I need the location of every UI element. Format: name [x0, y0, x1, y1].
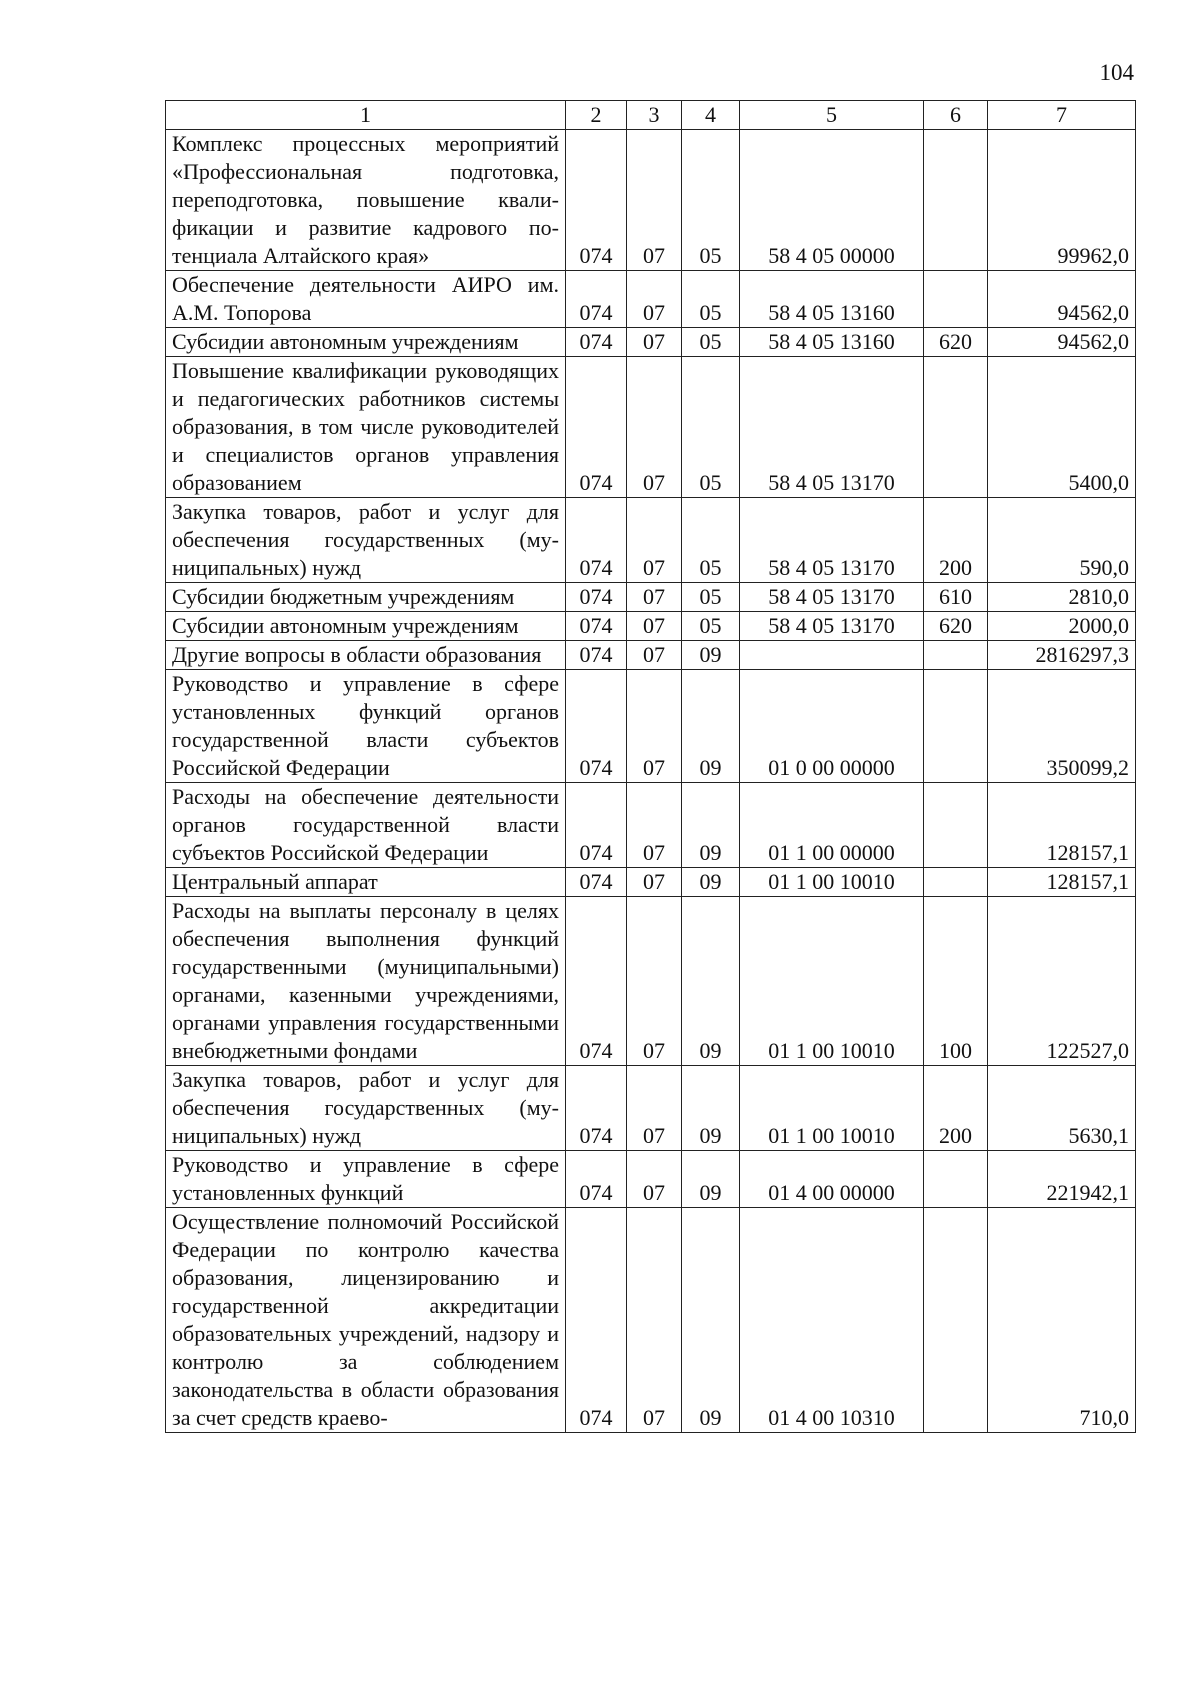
expense-type-cell: 200	[924, 1066, 988, 1151]
ministry-code-cell: 074	[566, 1208, 627, 1433]
ministry-code-cell: 074	[566, 328, 627, 357]
table-row	[166, 670, 1136, 783]
expense-type-cell: 620	[924, 612, 988, 641]
item-name-cell: Субсидии автономным учреждениям	[166, 328, 566, 357]
subsection-code-cell: 09	[682, 897, 740, 1066]
table-row	[166, 328, 1136, 357]
page-number: 104	[1099, 60, 1134, 85]
expense-type-cell	[924, 670, 988, 783]
subsection-code-cell: 09	[682, 868, 740, 897]
ministry-code-cell: 074	[566, 868, 627, 897]
amount-cell: 710,0	[988, 1208, 1136, 1433]
subsection-code-cell: 09	[682, 783, 740, 868]
subsection-code-cell: 09	[682, 1066, 740, 1151]
target-article-cell: 58 4 05 00000	[740, 130, 924, 271]
subsection-code-cell: 09	[682, 641, 740, 670]
item-name-cell: Субсидии автономным учреждениям	[166, 612, 566, 641]
target-article-cell: 01 1 00 10010	[740, 897, 924, 1066]
ministry-code-cell: 074	[566, 130, 627, 271]
item-name-cell: Центральный аппарат	[166, 868, 566, 897]
item-name-cell: Руководство и управление в сфере установленных функций	[166, 1151, 566, 1208]
item-name-cell: Осуществление полномочий Российской Федерации по контролю качества образования, лицензированию и государственной аккредитации образовательных учреждений, надзору и контролю за соблюдением законодательства в области образования за счет средств краево-	[166, 1208, 566, 1433]
section-code-cell: 07	[627, 498, 682, 583]
ministry-code-cell: 074	[566, 1066, 627, 1151]
item-name-cell: Субсидии бюджетным учреждениям	[166, 583, 566, 612]
ministry-code-cell: 074	[566, 897, 627, 1066]
column-header: 5	[740, 101, 924, 130]
table-row	[166, 612, 1136, 641]
target-article-cell: 01 0 00 00000	[740, 670, 924, 783]
ministry-code-cell: 074	[566, 583, 627, 612]
item-name-cell: Повышение квалификации руководящих и педагогических работников системы образования, в том числе руководителей и специалистов органов управления образованием	[166, 357, 566, 498]
item-name-cell: Руководство и управление в сфере установленных функций органов государственной власти субъектов Российской Федерации	[166, 670, 566, 783]
amount-cell: 2810,0	[988, 583, 1136, 612]
table-row	[166, 130, 1136, 271]
amount-cell: 128157,1	[988, 868, 1136, 897]
item-name-cell: Закупка товаров, работ и услуг для обеспечения государственных (муниципальных) нужд	[166, 1066, 566, 1151]
section-code-cell: 07	[627, 328, 682, 357]
amount-cell: 221942,1	[988, 1151, 1136, 1208]
expense-type-cell	[924, 868, 988, 897]
subsection-code-cell: 05	[682, 583, 740, 612]
item-name-cell: Обеспечение деятельности АИРО им. А.М. Топорова	[166, 271, 566, 328]
section-code-cell: 07	[627, 783, 682, 868]
expense-type-cell	[924, 357, 988, 498]
target-article-cell	[740, 641, 924, 670]
column-header: 7	[988, 101, 1136, 130]
target-article-cell: 58 4 05 13160	[740, 328, 924, 357]
amount-cell: 128157,1	[988, 783, 1136, 868]
item-name-cell: Расходы на обеспечение деятельности органов государственной власти субъектов Российской Федерации	[166, 783, 566, 868]
amount-cell: 590,0	[988, 498, 1136, 583]
amount-cell: 2000,0	[988, 612, 1136, 641]
table-row	[166, 498, 1136, 583]
target-article-cell: 01 1 00 00000	[740, 783, 924, 868]
table-row	[166, 868, 1136, 897]
column-header: 2	[566, 101, 627, 130]
target-article-cell: 58 4 05 13170	[740, 357, 924, 498]
table-row	[166, 1151, 1136, 1208]
subsection-code-cell: 09	[682, 1208, 740, 1433]
target-article-cell: 01 4 00 10310	[740, 1208, 924, 1433]
ministry-code-cell: 074	[566, 670, 627, 783]
amount-cell: 350099,2	[988, 670, 1136, 783]
target-article-cell: 58 4 05 13170	[740, 612, 924, 641]
column-header: 6	[924, 101, 988, 130]
target-article-cell: 58 4 05 13170	[740, 583, 924, 612]
subsection-code-cell: 05	[682, 612, 740, 641]
section-code-cell: 07	[627, 1208, 682, 1433]
ministry-code-cell: 074	[566, 498, 627, 583]
expense-type-cell: 620	[924, 328, 988, 357]
table-row	[166, 783, 1136, 868]
column-header: 1	[166, 101, 566, 130]
section-code-cell: 07	[627, 130, 682, 271]
section-code-cell: 07	[627, 612, 682, 641]
target-article-cell: 58 4 05 13160	[740, 271, 924, 328]
subsection-code-cell: 05	[682, 130, 740, 271]
ministry-code-cell: 074	[566, 612, 627, 641]
table-row	[166, 357, 1136, 498]
budget-table	[165, 100, 1136, 1433]
section-code-cell: 07	[627, 670, 682, 783]
table-row	[166, 641, 1136, 670]
section-code-cell: 07	[627, 357, 682, 498]
ministry-code-cell: 074	[566, 783, 627, 868]
table-header-row	[166, 101, 1136, 130]
section-code-cell: 07	[627, 271, 682, 328]
section-code-cell: 07	[627, 583, 682, 612]
expense-type-cell	[924, 130, 988, 271]
expense-type-cell: 610	[924, 583, 988, 612]
subsection-code-cell: 09	[682, 1151, 740, 1208]
item-name-cell: Закупка товаров, работ и услуг для обеспечения государственных (муниципальных) нужд	[166, 498, 566, 583]
target-article-cell: 58 4 05 13170	[740, 498, 924, 583]
expense-type-cell	[924, 1151, 988, 1208]
subsection-code-cell: 05	[682, 328, 740, 357]
target-article-cell: 01 1 00 10010	[740, 868, 924, 897]
column-header: 3	[627, 101, 682, 130]
amount-cell: 94562,0	[988, 271, 1136, 328]
expense-type-cell: 100	[924, 897, 988, 1066]
section-code-cell: 07	[627, 1066, 682, 1151]
item-name-cell: Другие вопросы в области образования	[166, 641, 566, 670]
ministry-code-cell: 074	[566, 271, 627, 328]
expense-type-cell: 200	[924, 498, 988, 583]
item-name-cell: Комплекс процессных мероприятий «Профессиональная подготовка, переподготовка, повышение квалификации и развитие кадрового потенциала Алтайского края»	[166, 130, 566, 271]
section-code-cell: 07	[627, 641, 682, 670]
expense-type-cell	[924, 271, 988, 328]
column-header: 4	[682, 101, 740, 130]
expense-type-cell	[924, 641, 988, 670]
subsection-code-cell: 09	[682, 670, 740, 783]
section-code-cell: 07	[627, 897, 682, 1066]
ministry-code-cell: 074	[566, 357, 627, 498]
amount-cell: 5630,1	[988, 1066, 1136, 1151]
amount-cell: 122527,0	[988, 897, 1136, 1066]
ministry-code-cell: 074	[566, 1151, 627, 1208]
target-article-cell: 01 1 00 10010	[740, 1066, 924, 1151]
table-row	[166, 271, 1136, 328]
expense-type-cell	[924, 1208, 988, 1433]
amount-cell: 94562,0	[988, 328, 1136, 357]
table-row	[166, 1066, 1136, 1151]
section-code-cell: 07	[627, 1151, 682, 1208]
subsection-code-cell: 05	[682, 357, 740, 498]
table-row	[166, 1208, 1136, 1433]
subsection-code-cell: 05	[682, 498, 740, 583]
amount-cell: 5400,0	[988, 357, 1136, 498]
amount-cell: 2816297,3	[988, 641, 1136, 670]
amount-cell: 99962,0	[988, 130, 1136, 271]
section-code-cell: 07	[627, 868, 682, 897]
expense-type-cell	[924, 783, 988, 868]
table-row	[166, 897, 1136, 1066]
item-name-cell: Расходы на выплаты персоналу в целях обеспечения выполнения функций государственными (муниципальными) органами, казенными учреждениями, органами управления государственными внебюджетными фондами	[166, 897, 566, 1066]
table-row	[166, 583, 1136, 612]
target-article-cell: 01 4 00 00000	[740, 1151, 924, 1208]
ministry-code-cell: 074	[566, 641, 627, 670]
subsection-code-cell: 05	[682, 271, 740, 328]
